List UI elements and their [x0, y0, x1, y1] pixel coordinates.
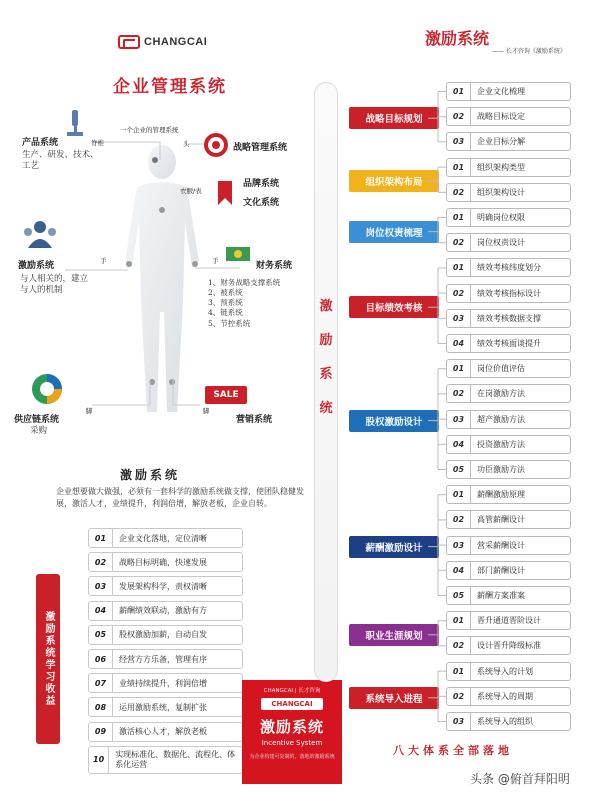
- finance-system-desc: 1、财务战略支撑系统 2、被系统 3、预系统 4、链系统 5、节控系统: [208, 278, 281, 328]
- benefit-num: 07: [89, 674, 113, 692]
- item-num: 04: [447, 436, 471, 453]
- tree-item: [446, 712, 571, 731]
- center-vertical-text: [314, 290, 338, 426]
- item-text: 高管薪酬设计: [477, 515, 525, 525]
- tree-item: [446, 359, 571, 378]
- benefit-text: 企业文化落地，定位清晰: [119, 533, 207, 543]
- team-icon: [22, 218, 58, 250]
- incentive-system-label: 激励系统: [18, 261, 55, 271]
- item-num: 02: [447, 637, 471, 654]
- item-text: 岗位价值评估: [477, 364, 525, 374]
- item-num: 02: [447, 234, 471, 251]
- part-foot-left: 脚: [86, 407, 93, 415]
- vchar-1: 激: [319, 299, 333, 314]
- item-text: 战略目标设定: [477, 112, 525, 122]
- tree-item: [446, 384, 571, 403]
- bookmark-icon: [216, 180, 234, 206]
- vchar-2: 励: [319, 333, 333, 348]
- item-num: 02: [447, 108, 471, 125]
- watermark: 头条 @俯首拜阳明: [470, 772, 570, 786]
- item-text: 晋升通道晋阶设计: [477, 616, 541, 626]
- product-system-label: 产品系统: [22, 138, 59, 148]
- incentive-section-title: 激励系统: [120, 468, 181, 482]
- incentive-paragraph: 企业想要做大做强，必须有一套科学的激励系统做支撑，使团队稳健发展，激活人才，业绩提升，利润倍增，解放老板，企业自转。: [56, 487, 304, 509]
- benefit-num: 05: [89, 626, 113, 644]
- tree-item: [446, 233, 571, 252]
- benefit-item: [88, 552, 243, 572]
- benefit-item: [88, 649, 243, 669]
- benefit-item: [88, 722, 243, 742]
- tree-item: [446, 410, 571, 429]
- benefit-item: [88, 673, 243, 693]
- tree-item: [446, 107, 571, 126]
- marketing-system-label: 营销系统: [236, 415, 273, 425]
- pie-chart-icon: [30, 372, 64, 406]
- category-label: 系统导入进程: [349, 687, 439, 709]
- card-brand: CHANGCAI: [261, 698, 323, 710]
- item-num: 02: [447, 688, 471, 705]
- culture-system-label: 文化系统: [243, 198, 280, 208]
- item-num: 01: [447, 259, 471, 276]
- benefit-text: 股权激励加薪，自动自发: [119, 630, 207, 640]
- right-subtitle: —— 长才咨询《激励系统》: [492, 48, 566, 55]
- part-head: 头: [183, 140, 190, 148]
- item-text: 绩效考核数据支撑: [477, 313, 541, 323]
- item-text: 在岗激励方法: [477, 389, 525, 399]
- item-text: 明确岗位权限: [477, 213, 525, 222]
- benefit-num: 01: [89, 529, 113, 547]
- item-text: 设计晋升降级标准: [477, 641, 541, 651]
- benefit-text: 薪酬绩效联动，激励有方: [119, 606, 207, 616]
- item-num: 01: [447, 612, 471, 629]
- item-text: 组织架构类型: [477, 162, 525, 172]
- item-num: 03: [447, 411, 471, 428]
- part-foot-right: 脚: [203, 407, 210, 415]
- money-icon: [225, 244, 251, 264]
- sale-sign-icon: SALE: [205, 386, 247, 404]
- part-hand-right: 手: [212, 257, 219, 265]
- item-text: 功臣激励方法: [477, 465, 525, 474]
- tree-item: [446, 611, 571, 630]
- benefit-text: 战略目标明确，快速发展: [119, 557, 207, 567]
- tree-item: [446, 334, 571, 353]
- item-text: 系统导入的计划: [477, 666, 533, 676]
- category-label: 股权激励设计: [349, 410, 439, 432]
- category-label: 战略目标规划: [349, 107, 439, 129]
- microscope-icon: [64, 108, 86, 138]
- right-title: 激励系统: [425, 29, 490, 48]
- tree-item: [446, 82, 571, 101]
- part-clothes: 衣服/表: [180, 187, 202, 195]
- tree-item: [446, 309, 571, 328]
- tree-item: [446, 536, 571, 555]
- item-num: 02: [447, 511, 471, 528]
- benefit-num: 04: [89, 602, 113, 620]
- incentive-card: [242, 680, 342, 784]
- benefit-num: 03: [89, 577, 113, 595]
- category-label: 薪酬激励设计: [349, 536, 439, 558]
- part-hand-left: 手: [100, 257, 107, 265]
- item-text: 组织架构设计: [477, 187, 525, 197]
- tree-item: [446, 183, 571, 202]
- tree-item: [446, 662, 571, 681]
- vchar-3: 系: [319, 367, 333, 382]
- item-text: 企业文化梳理: [477, 87, 525, 96]
- card-english: Incentive System: [261, 739, 323, 747]
- tree-item: [446, 208, 571, 227]
- card-top: CHANGCAI | 长才咨询: [263, 688, 321, 694]
- product-system-desc: 生产、研发、技术、 工艺: [22, 150, 99, 172]
- center-label: 一个企业的管理系统: [120, 126, 179, 134]
- incentive-system-desc: 与人相关的，建立 与人的机制: [20, 274, 89, 296]
- category-label: 职业生涯规划: [349, 624, 439, 646]
- category-label: 组织架构布局: [349, 170, 439, 192]
- item-num: 03: [447, 537, 471, 554]
- item-text: 薪酬方案准案: [477, 591, 525, 600]
- tree-item: [446, 510, 571, 529]
- tree-item: [446, 561, 571, 580]
- item-text: 营采薪酬设计: [477, 540, 525, 550]
- tree-item: [446, 687, 571, 706]
- benefit-num: 09: [89, 723, 113, 741]
- item-text: 企业目标分解: [477, 137, 525, 147]
- item-num: 01: [447, 486, 471, 503]
- item-text: 系统导入的周期: [477, 691, 533, 701]
- item-num: 04: [447, 335, 471, 352]
- item-text: 部门薪酬设计: [477, 565, 525, 575]
- benefit-label-text: 激励系统学习收益: [43, 611, 54, 707]
- benefit-text: 业绩持续提升，利润倍增: [119, 678, 207, 688]
- item-text: 绩效考核面谈提升: [477, 339, 541, 348]
- item-num: 02: [447, 184, 471, 201]
- item-num: 01: [447, 360, 471, 377]
- tree-item: [446, 158, 571, 177]
- tree-item: [446, 460, 571, 479]
- item-num: 05: [447, 587, 471, 604]
- benefit-num: 06: [89, 650, 113, 668]
- finance-system-label: 财务系统: [256, 261, 293, 271]
- target-icon: [203, 132, 229, 158]
- benefit-item: [88, 746, 243, 774]
- tree-item: [446, 586, 571, 605]
- benefit-text: 激活核心人才，解放老板: [119, 727, 207, 737]
- tree-connectors: [338, 0, 448, 800]
- benefit-item: [88, 601, 243, 621]
- item-text: 系统导入的组织: [477, 717, 533, 726]
- tree-item: [446, 284, 571, 303]
- tree-item: [446, 258, 571, 277]
- supply-chain-label: 供应链系统: [14, 415, 60, 425]
- item-num: 01: [447, 83, 471, 100]
- strategy-system-label: 战略管理系统: [233, 143, 288, 153]
- item-text: 薪酬激励原理: [477, 490, 525, 500]
- left-title: 企业管理系统: [113, 77, 227, 97]
- benefit-item: [88, 576, 243, 596]
- logo-text: CHANGCAI: [144, 36, 208, 48]
- item-num: 01: [447, 663, 471, 680]
- item-num: 05: [447, 461, 471, 478]
- card-tagline: 为企业构建可复制的、落地的激励系统: [249, 754, 335, 760]
- item-num: 01: [447, 159, 471, 176]
- item-text: 绩效考核纬度划分: [477, 263, 541, 273]
- benefit-item: [88, 625, 243, 645]
- benefit-text: 运用激励系统，复制扩张: [119, 702, 207, 712]
- benefit-num: 08: [89, 698, 113, 716]
- category-label: 目标绩效考核: [349, 296, 439, 318]
- brand-system-label: 品牌系统: [243, 179, 280, 189]
- item-text: 岗位权责设计: [477, 238, 525, 248]
- benefit-vertical-label: [36, 574, 60, 744]
- item-text: 投资激励方法: [477, 439, 525, 449]
- category-label: 岗位权责梳理: [349, 221, 439, 243]
- benefit-text: 经营方方乐备，管理有序: [119, 654, 207, 664]
- item-num: 02: [447, 285, 471, 302]
- tree-item: [446, 636, 571, 655]
- item-num: 03: [447, 133, 471, 150]
- vchar-4: 统: [319, 401, 333, 416]
- benefit-item: [88, 528, 243, 548]
- item-num: 01: [447, 209, 471, 226]
- item-num: 03: [447, 713, 471, 730]
- part-spine: 脊椎: [91, 139, 104, 147]
- item-text: 超产激励方法: [477, 414, 525, 424]
- logo-icon: [118, 35, 140, 49]
- tree-item: [446, 485, 571, 504]
- benefit-item: [88, 697, 243, 717]
- item-num: 04: [447, 562, 471, 579]
- item-num: 02: [447, 385, 471, 402]
- item-text: 绩效考核指标设计: [477, 288, 541, 298]
- benefit-num: 10: [89, 747, 109, 773]
- footer-slogan: 八大体系全部落地: [393, 744, 513, 757]
- tree-item: [446, 132, 571, 151]
- card-title: 激励系统: [259, 718, 324, 736]
- benefit-text: 发展架构科学，责权清晰: [119, 581, 207, 591]
- changcai-logo: [118, 35, 207, 49]
- item-num: 03: [447, 310, 471, 327]
- supply-chain-desc: 采购: [30, 426, 48, 436]
- benefit-text: 实现标准化、数据化、流程化、体系化运营: [115, 750, 236, 769]
- benefit-num: 02: [89, 553, 113, 571]
- tree-item: [446, 435, 571, 454]
